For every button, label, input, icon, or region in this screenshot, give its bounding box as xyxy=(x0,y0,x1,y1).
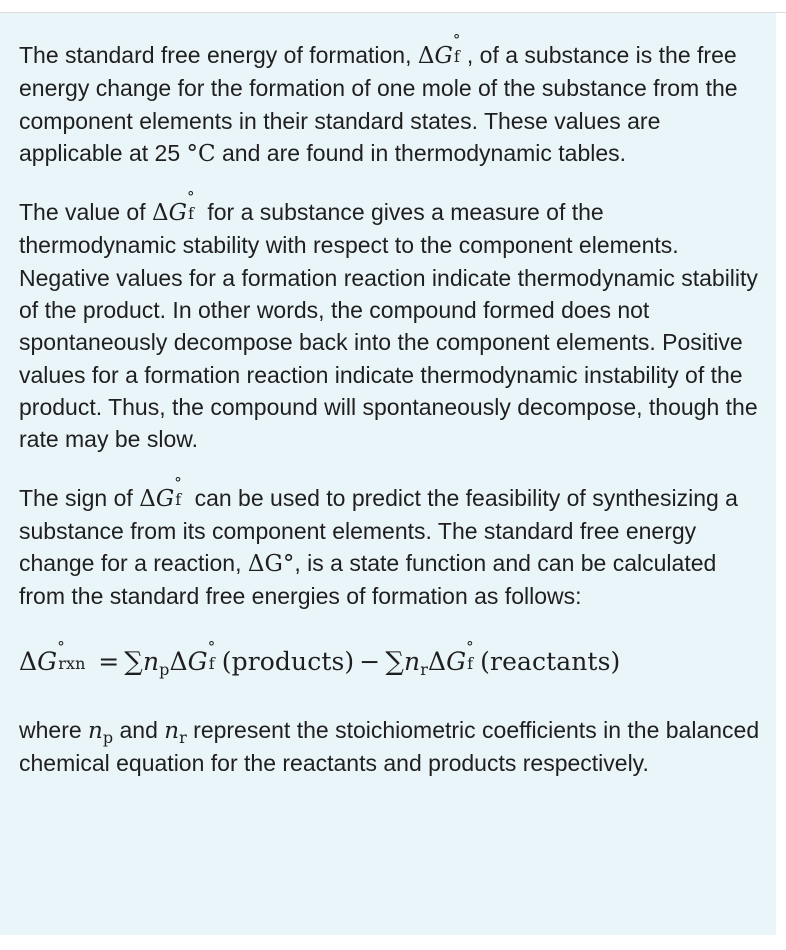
reactants-term: (reactants) xyxy=(480,646,621,676)
content-panel xyxy=(0,13,776,935)
delta-g-f-symbol: ΔG ° f xyxy=(151,188,195,227)
n-r-symbol: $n_r$ xyxy=(164,717,187,747)
delta-g-f-symbol: ΔG ° f xyxy=(139,473,182,512)
p4-text-and: and xyxy=(113,716,165,743)
p3-text-middle: can be used to predict the feasibility of synthesizing a substance from its component elements. The standard free energy change for a reaction, xyxy=(19,484,738,577)
paragraph-coefficients xyxy=(19,714,764,780)
p2-text-end: for a substance gives a measure of the thermodynamic stability with respect to the component elements. Negative values for a formation reaction indicate thermodynamic stability of the product. In other words, the compound formed does not spontaneously decompose back into the component elements. Positive values for a formation reaction indicate thermodynamic instability of the product. Thus, the compound will spontaneously decompose, though the rate may be slow. xyxy=(19,199,758,453)
p1-text-middle: , of a substance is the free energy change for the formation of one mole of the substance from the component elements in their standard states. These values are applicable at 25 xyxy=(19,42,738,166)
paragraph-thermodynamic-stability xyxy=(19,188,764,455)
delta-g-f-symbol: ΔG ° f xyxy=(417,31,461,69)
p3-text-end: , is a state function and can be calculated from the standard free energies of formation as follows: xyxy=(19,550,717,610)
free-energy-equation: ΔG ° rxn = $\sum n_p\Delta G$ ° f (products) − $\sum n_r\Delta G$ ° f (reactants) xyxy=(19,637,621,679)
temperature-unit: °C xyxy=(186,140,216,167)
delta-g-standard-symbol: ΔG° xyxy=(247,551,295,578)
equals-sign: = xyxy=(98,646,120,676)
p4-text-start: where xyxy=(19,716,89,743)
paragraph-standard-free-energy xyxy=(19,31,764,170)
minus-sign: − xyxy=(359,646,381,676)
paragraph-feasibility xyxy=(19,473,764,613)
p4-text-end: represent the stoichiometric coefficients in the balanced chemical equation for the reactants and products respectively. xyxy=(19,716,760,777)
n-p-symbol: $n_p$ xyxy=(88,717,114,747)
p1-text-start: The standard free energy of formation, xyxy=(19,42,418,68)
sum-symbol: ∑ xyxy=(124,646,143,677)
sum-symbol: ∑ xyxy=(385,646,404,677)
products-term: (products) xyxy=(221,646,355,676)
p2-text-start: The value of xyxy=(19,199,152,226)
p3-text-start: The sign of xyxy=(19,484,140,511)
p1-text-end: and are found in thermodynamic tables. xyxy=(215,139,627,166)
